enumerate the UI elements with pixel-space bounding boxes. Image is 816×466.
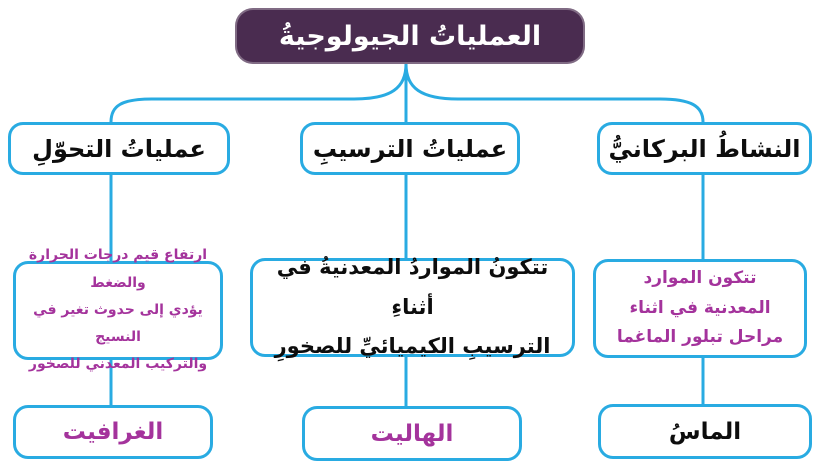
result-node-diamond bbox=[598, 404, 812, 459]
description-line: الترسيبِ الكيميائيِّ للصخورِ bbox=[274, 334, 551, 359]
description-line: مراحل تبلور الماغما bbox=[616, 327, 784, 348]
node-deposition-processes-label: عملياتُ الترسيبِ bbox=[312, 134, 508, 163]
description-deposition-processes bbox=[250, 254, 575, 359]
node-volcanic-activity-label: النشاطُ البركانيُّ bbox=[608, 134, 801, 163]
description-volcanic-activity bbox=[593, 259, 807, 358]
result-node-halite bbox=[302, 406, 522, 461]
node-deposition-processes bbox=[300, 122, 520, 175]
description-line: والتركيب المعدني للصخور bbox=[28, 356, 208, 373]
description-line: المعدنية في اثناء bbox=[629, 297, 771, 318]
result-label: الغرافيت bbox=[62, 419, 164, 445]
node-volcanic-activity bbox=[597, 122, 812, 175]
result-label: الماسُ bbox=[668, 418, 742, 445]
description-line: تتكون الموارد bbox=[643, 267, 757, 288]
description-line: تتكونُ المواردُ المعدنيةُ في أثناءِ bbox=[276, 254, 549, 319]
node-metamorphism-processes-label: عملياتُ التحوّلِ bbox=[32, 134, 206, 163]
root-to-volcanic-connector bbox=[406, 64, 703, 122]
result-node-graphite bbox=[13, 405, 213, 459]
node-metamorphism-processes bbox=[8, 122, 230, 175]
root-node-geological-processes bbox=[235, 8, 585, 64]
description-line: ارتفاع قيم درجات الحرارة والضغط bbox=[28, 247, 208, 291]
root-to-metamorphism-connector bbox=[111, 64, 406, 122]
result-label: الهاليت bbox=[370, 420, 454, 447]
description-metamorphism-processes bbox=[13, 247, 223, 373]
root-node-label: العملياتُ الجيولوجيةُ bbox=[278, 20, 542, 52]
description-line: يؤدي إلى حدوث تغير في النسيج bbox=[33, 301, 203, 346]
